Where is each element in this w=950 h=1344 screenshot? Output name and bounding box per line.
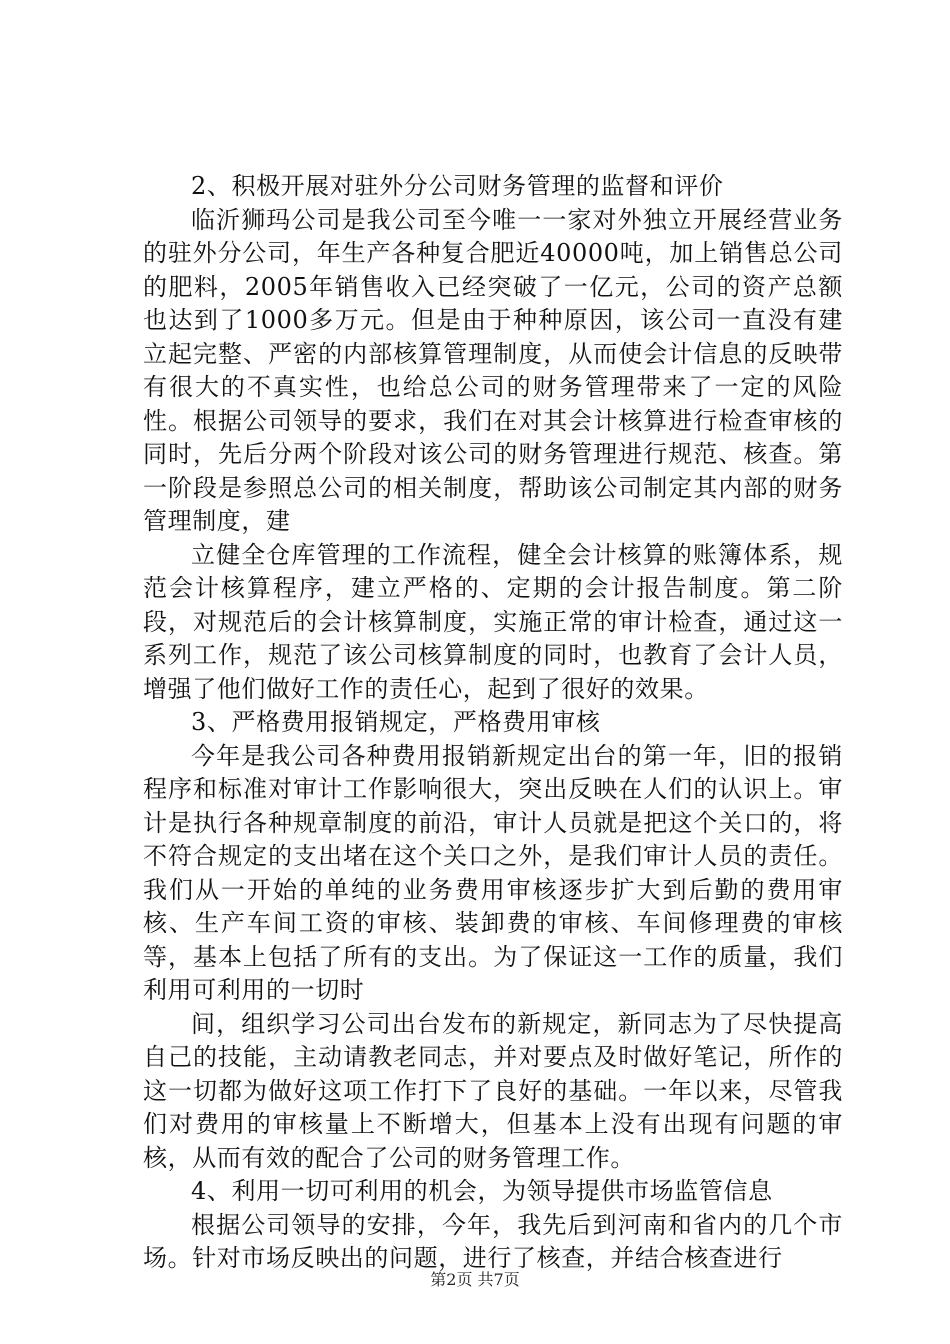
- paragraph: 立健全仓库管理的工作流程，健全会计核算的账簿体系，规范会计核算程序，建立严格的、定期的会计报告制度。第二阶段，对规范后的会计核算制度，实施正常的审计检查，通过这一系列工作，规范了该公司核算制度的同时，也教育了会计人员，增强了他们做好工作的责任心，起到了很好的效果。: [143, 540, 843, 703]
- section-heading-2: 2、积极开展对驻外分公司财务管理的监督和评价: [191, 172, 724, 200]
- paragraph: 间，组织学习公司出台发布的新规定，新同志为了尽快提高自己的技能，主动请教老同志，并对要点及时做好笔记，所作的这一切都为做好这项工作打下了良好的基础。一年以来，尽管我们对费用的审核量上不断增大，但基本上没有出现有问题的审核，从而有效的配合了公司的财务管理工作。: [143, 1009, 843, 1172]
- document-body: [143, 170, 843, 1276]
- paragraph: 临沂狮玛公司是我公司至今唯一一家对外独立开展经营业务的驻外分公司，年生产各种复合肥近40000吨，加上销售总公司的肥料，2005年销售收入已经突破了一亿元，公司的资产总额也达到了1000多万元。但是由于种种原因，该公司一直没有建立起完整、严密的内部核算管理制度，从而使会计信息的反映带有很大的不真实性，也给总公司的财务管理带来了一定的风险性。根据公司领导的要求，我们在对其会计核算进行检查审核的同时，先后分两个阶段对该公司的财务管理进行规范、核查。第一阶段是参照总公司的相关制度，帮助该公司制定其内部的财务管理制度，建: [143, 205, 843, 535]
- section-heading-3: 3、严格费用报销规定，严格费用审核: [191, 708, 601, 736]
- page-footer: 第2页 共7页: [430, 1270, 520, 1289]
- paragraph: 今年是我公司各种费用报销新规定出台的第一年，旧的报销程序和标准对审计工作影响很大，突出反映在人们的认识上。审计是执行各种规章制度的前沿，审计人员就是把这个关口的，将不符合规定的支出堵在这个关口之外，是我们审计人员的责任。我们从一开始的单纯的业务费用审核逐步扩大到后勤的费用审核、生产车间工资的审核、装卸费的审核、车间修理费的审核等，基本上包括了所有的支出。为了保证这一工作的质量，我们利用可利用的一切时: [143, 741, 843, 1004]
- paragraph: 根据公司领导的安排，今年，我先后到河南和省内的几个市场。针对市场反映出的问题，进行了核查，并结合核查进行: [143, 1210, 843, 1272]
- section-heading-4: 4、利用一切可利用的机会，为领导提供市场监管信息: [191, 1177, 773, 1205]
